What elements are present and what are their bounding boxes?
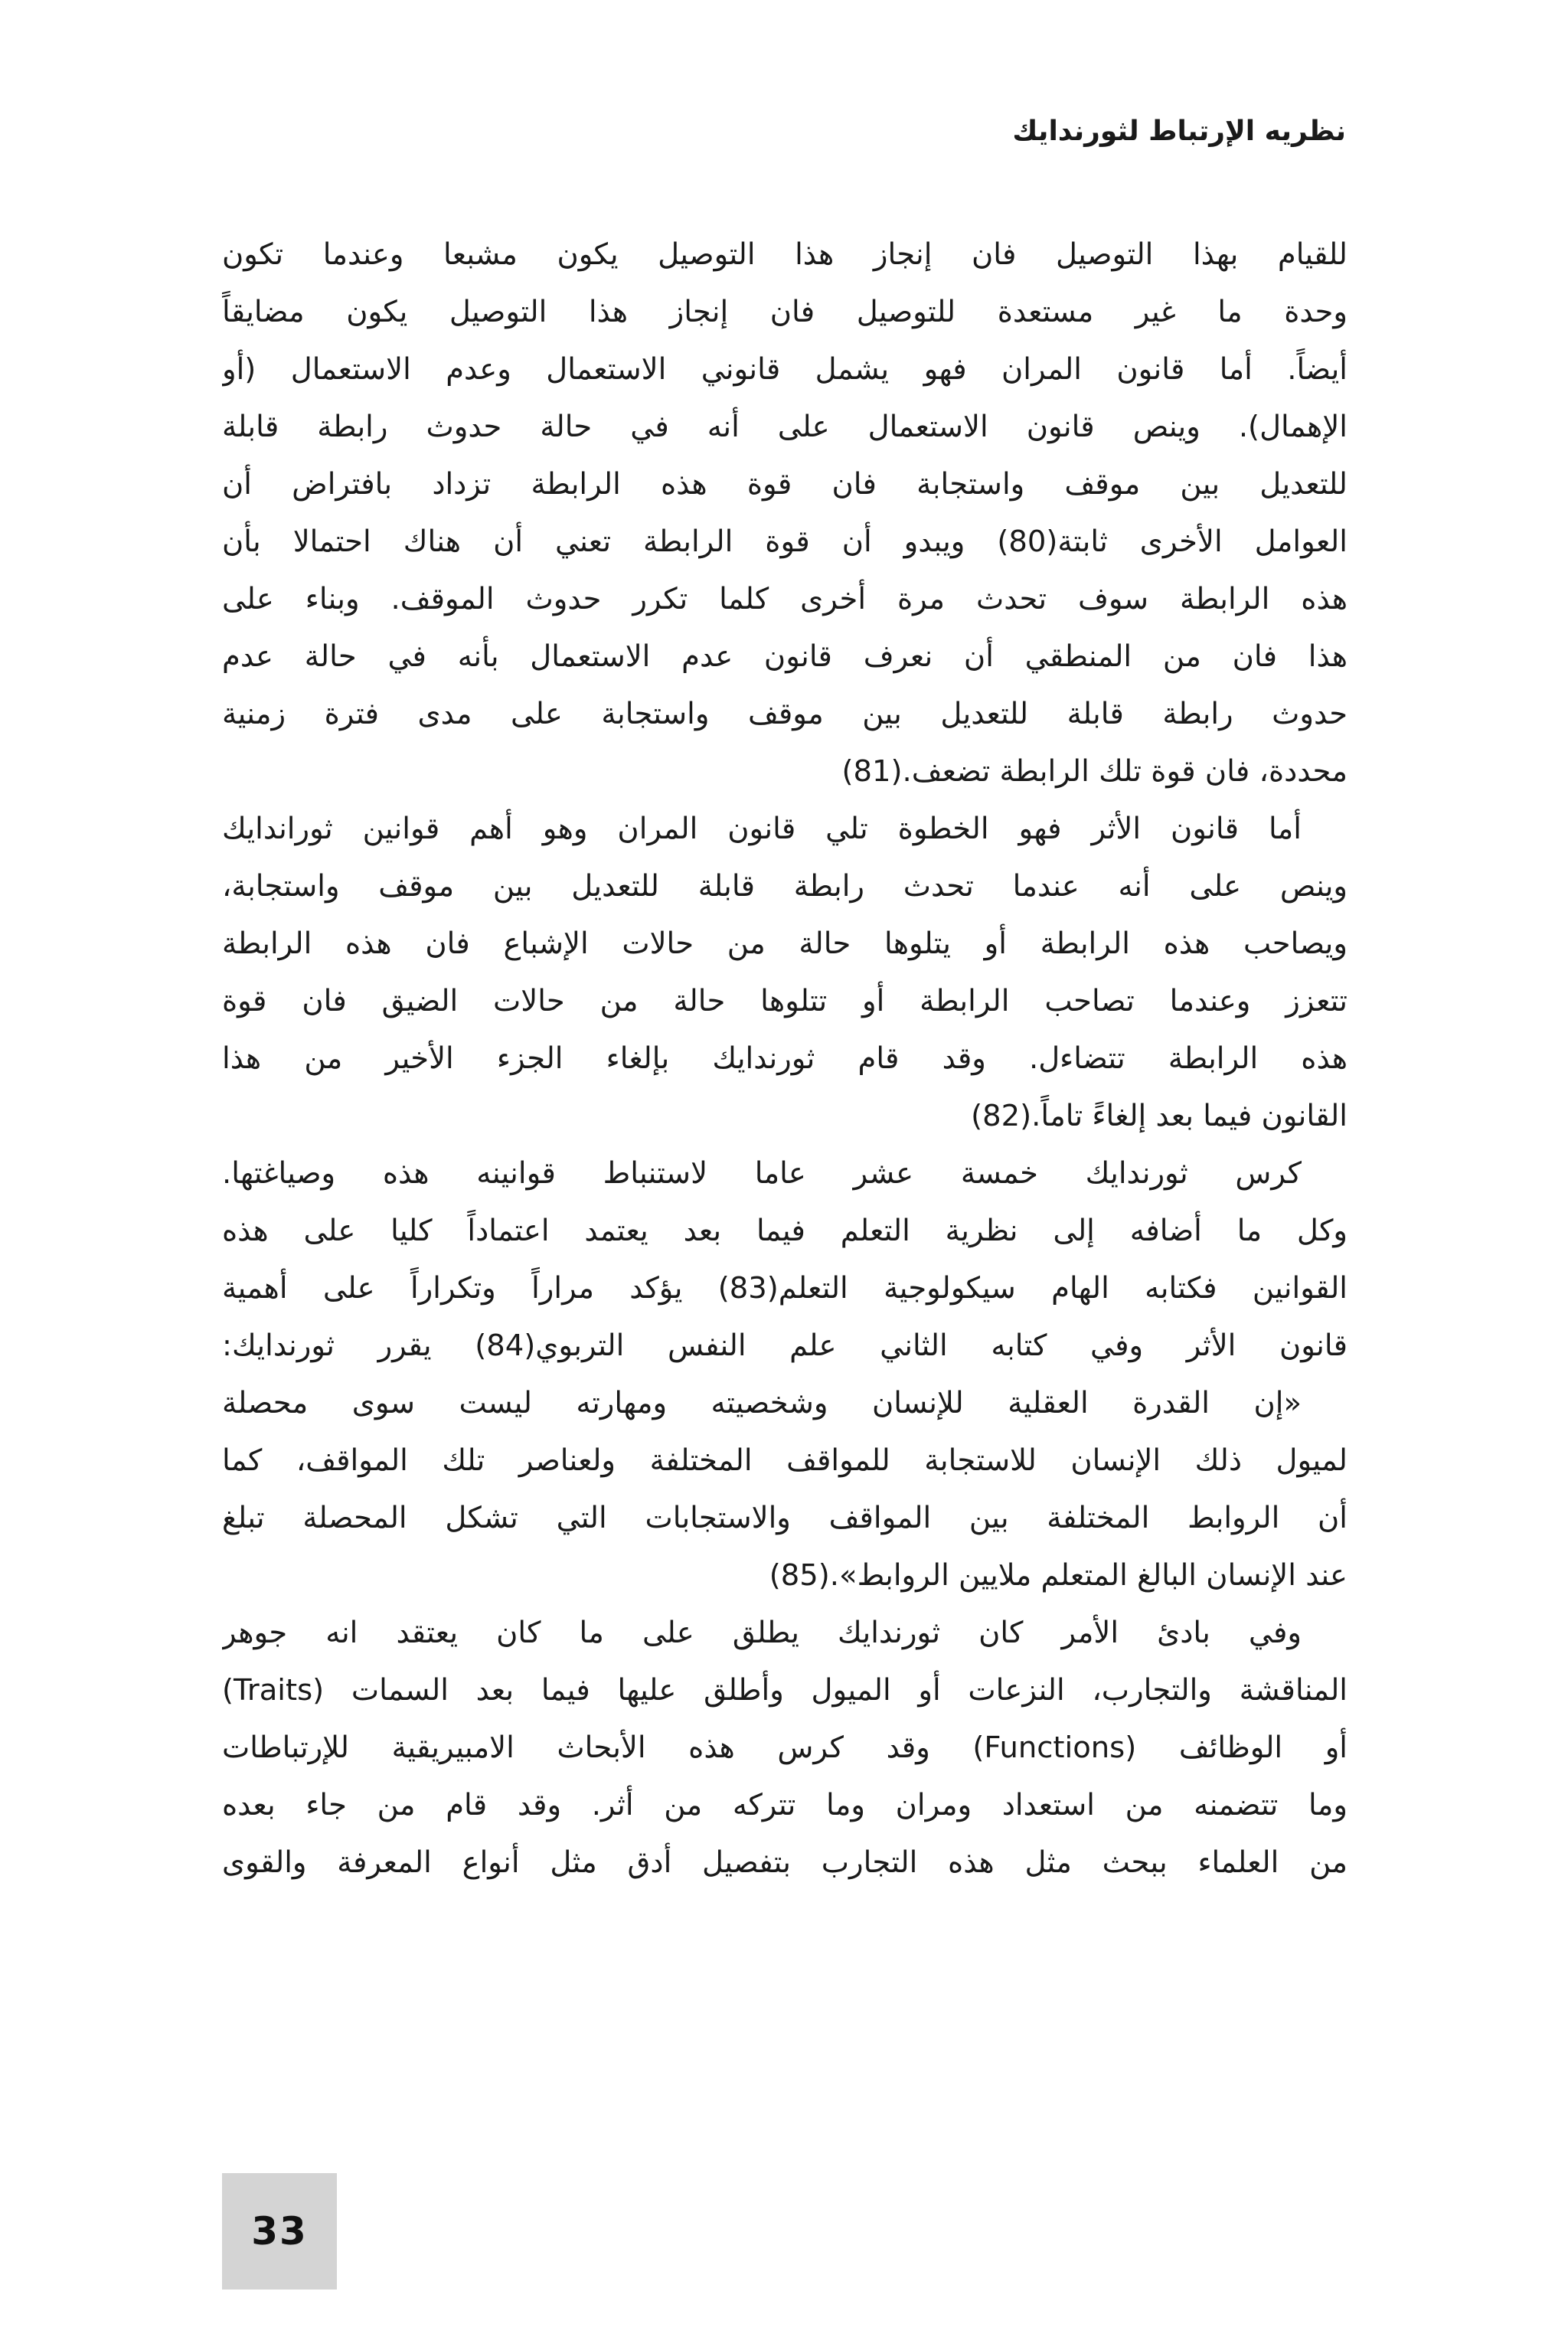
text-line: من العلماء ببحث مثل هذه التجارب بتفصيل أدق مثل أنواع المعرفة والقوى: [222, 1845, 1348, 1880]
text-line: ويصاحب هذه الرابطة أو يتلوها حالة من حالات الإشباع فان هذه الرابطة: [222, 927, 1348, 961]
text-line: تتعزز وعندما تصاحب الرابطة أو تتلوها حالة من حالات الضيق فان قوة: [222, 984, 1348, 1018]
text-line: وما تتضمنه من استعداد ومران وما تتركه من أثر. وقد قام من جاء بعده: [222, 1788, 1348, 1822]
body-text: [222, 226, 1348, 1891]
text-line: عند الإنسان البالغ المتعلم ملايين الروابط».(85): [769, 1558, 1348, 1593]
text-line: أن الروابط المختلفة بين المواقف والاستجابات التي تشكل المحصلة تبلغ: [222, 1501, 1348, 1535]
text-line: أما قانون الأثر فهو الخطوة تلي قانون المران وهو أهم قوانين ثوراندايك: [222, 812, 1302, 846]
text-line: للقيام بهذا التوصيل فان إنجاز هذا التوصيل يكون مشبعا وعندما تكون: [222, 237, 1348, 272]
text-line: الإهمال). وينص قانون الاستعمال على أنه في حالة حدوث رابطة قابلة: [222, 410, 1348, 444]
text-line: المناقشة والتجارب، النزعات أو الميول وأطلق عليها فيما بعد السمات (Traits): [222, 1673, 1348, 1708]
text-line: القوانين فكتابه الهام سيكولوجية التعلم(83) يؤكد مراراً وتكراراً على أهمية: [222, 1271, 1348, 1306]
text-line: وكل ما أضافه إلى نظرية التعلم فيما بعد يعتمد اعتماداً كليا على هذه: [222, 1214, 1348, 1248]
text-line: كرس ثورندايك خمسة عشر عاما لاستنباط قوانينه هذه وصياغتها.: [222, 1156, 1302, 1191]
text-line: أيضاً. أما قانون المران فهو يشمل قانوني الاستعمال وعدم الاستعمال (أو: [222, 352, 1348, 387]
page-number-box: [222, 2173, 337, 2290]
text-line: وحدة ما غير مستعدة للتوصيل فان إنجاز هذا التوصيل يكون مضايقاً: [222, 295, 1348, 329]
text-line: هذه الرابطة تتضاءل. وقد قام ثورندايك بإلغاء الجزء الأخير من هذا: [222, 1041, 1348, 1076]
text-line: أو الوظائف (Functions) وقد كرس هذه الأبحاث الامبيريقية للإرتباطات: [222, 1731, 1348, 1765]
text-line: «إن القدرة العقلية للإنسان وشخصيته ومهارته ليست سوى محصلة: [222, 1386, 1302, 1420]
text-line: هذا فان من المنطقي أن نعرف قانون عدم الاستعمال بأنه في حالة عدم: [222, 639, 1348, 674]
text-line: للتعديل بين موقف واستجابة فان قوة هذه الرابطة تزداد بافتراض أن: [222, 467, 1348, 502]
text-line: القانون فيما بعد إلغاءً تاماً.(82): [971, 1099, 1348, 1133]
text-line: وفي بادئ الأمر كان ثورندايك يطلق على ما كان يعتقد انه جوهر: [222, 1616, 1302, 1650]
text-line: العوامل الأخرى ثابتة(80) ويبدو أن قوة الرابطة تعني أن هناك احتمالا بأن: [222, 525, 1348, 559]
text-line: محددة، فان قوة تلك الرابطة تضعف.(81): [841, 754, 1348, 789]
text-line: قانون الأثر وفي كتابه الثاني علم النفس التربوي(84) يقرر ثورندايك:: [222, 1329, 1348, 1363]
text-line: حدوث رابطة قابلة للتعديل بين موقف واستجابة على مدى فترة زمنية: [222, 697, 1348, 731]
page-number: 33: [251, 2209, 308, 2254]
running-head-title: نظريه الإرتباط لثورندايك: [1012, 116, 1346, 147]
text-line: لميول ذلك الإنسان للاستجابة للمواقف المختلفة ولعناصر تلك المواقف، كما: [222, 1443, 1348, 1478]
text-line: وينص على أنه عندما تحدث رابطة قابلة للتعديل بين موقف واستجابة،: [222, 869, 1348, 904]
text-line: هذه الرابطة سوف تحدث مرة أخرى كلما تكرر حدوث الموقف. وبناء على: [222, 582, 1348, 616]
